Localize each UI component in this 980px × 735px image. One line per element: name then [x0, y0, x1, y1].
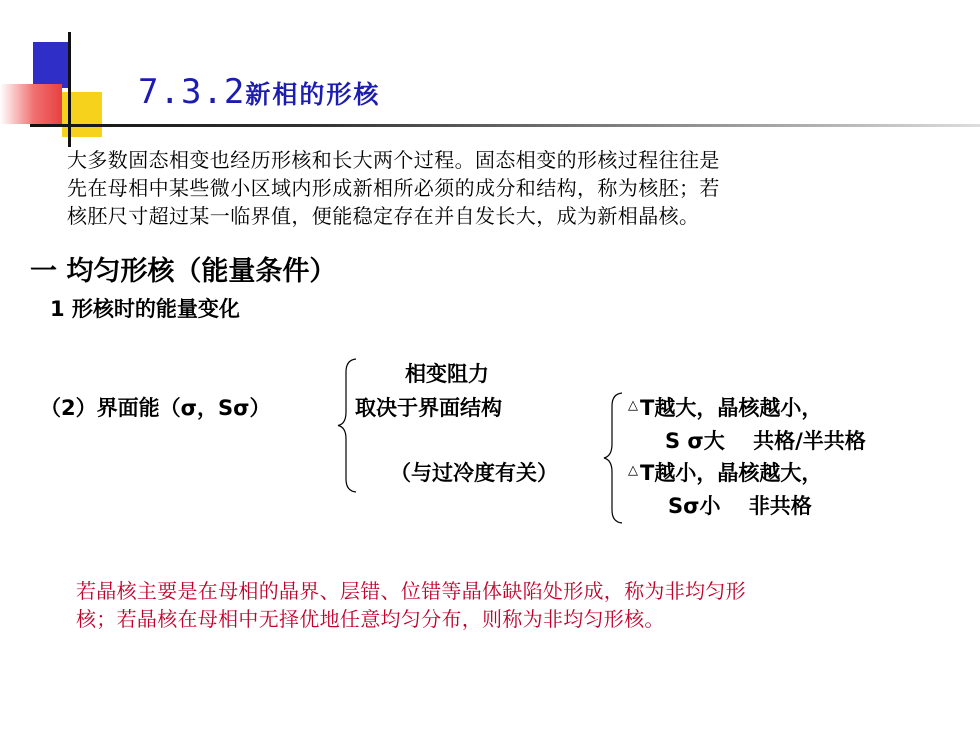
rule-text: S σ大 共格/半共格	[665, 429, 866, 453]
conclusion-paragraph	[76, 577, 746, 633]
delta-symbol: △	[628, 463, 638, 478]
title-text: 新相的形核	[245, 80, 381, 109]
rule-incoherent	[668, 490, 812, 520]
rule-large-undercooling	[628, 392, 822, 422]
delta-symbol: △	[628, 398, 638, 413]
rule-coherent	[665, 425, 866, 455]
section-heading: 一 均匀形核（能量条件）	[30, 256, 337, 287]
conclusion-line: 核；若晶核在母相中无择优地任意均匀分布，则称为非均匀形核。	[76, 607, 665, 631]
rule-text: T越小，晶核越大，	[640, 461, 823, 485]
rule-text: T越大，晶核越小，	[640, 396, 823, 420]
intro-line: 大多数固态相变也经历形核和长大两个过程。固态相变的形核过程往往是	[67, 148, 720, 172]
option-interface-structure: 取决于界面结构	[355, 396, 502, 420]
decor-blue-block	[33, 42, 70, 88]
title-underline	[30, 124, 980, 127]
right-brace	[602, 392, 624, 524]
option-phase-resistance: 相变阻力	[405, 362, 489, 386]
intro-paragraph	[67, 146, 720, 230]
rule-text: Sσ小 非共格	[668, 494, 812, 518]
slide-title	[138, 72, 380, 112]
intro-line: 先在母相中某些微小区域内形成新相所必须的成分和结构，称为核胚；若	[67, 176, 720, 200]
decor-red-block	[0, 84, 62, 124]
title-number: 7.3.2	[138, 72, 246, 112]
intro-line: 核胚尺寸超过某一临界值，便能稳定存在并自发长大，成为新相晶核。	[67, 204, 700, 228]
conclusion-line: 若晶核主要是在母相的晶界、层错、位错等晶体缺陷处形成，称为非均匀形	[76, 579, 746, 603]
rule-small-undercooling	[628, 457, 822, 487]
decor-vertical-line	[68, 32, 71, 147]
option-undercooling: （与过冷度有关）	[390, 461, 558, 485]
subsection-heading: 1 形核时的能量变化	[50, 297, 240, 321]
left-brace	[336, 358, 358, 493]
interface-energy-label: （2）界面能（σ，Sσ）	[40, 396, 271, 420]
